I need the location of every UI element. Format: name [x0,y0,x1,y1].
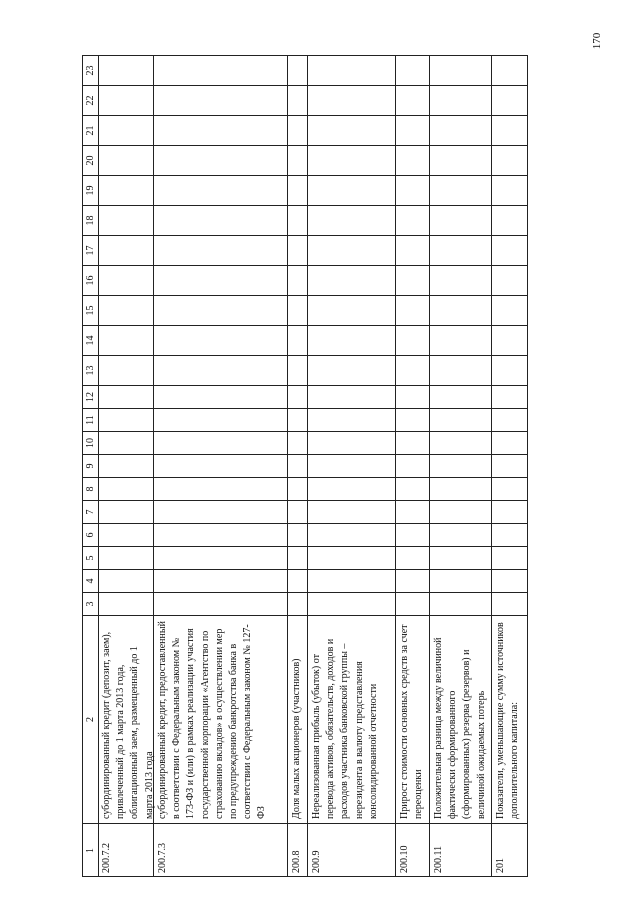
empty-cell [492,385,527,408]
column-header-20: 20 [82,145,98,175]
row-description: Нереализованная прибыль (убыток) от перевода активов, обязательств, доходов и расходов участника банковской группы – нерезидента в валюту представления консолидированной отчетности [308,615,395,823]
empty-cell [288,454,307,477]
column-header-12: 12 [82,385,98,408]
empty-cell [98,454,153,477]
empty-cell [154,477,287,500]
empty-cell [154,145,287,175]
empty-cell [154,546,287,569]
empty-cell [492,523,527,546]
column-header-13: 13 [82,355,98,385]
empty-cell [308,592,395,615]
empty-cell [288,205,307,235]
empty-cell [396,235,429,265]
row-description: Показатели, уменьшающие сумму источников дополнительного капитала: [492,615,527,823]
empty-cell [288,85,307,115]
empty-cell [308,523,395,546]
empty-cell [98,523,153,546]
column-header-1: 1 [82,823,98,877]
empty-cell [430,235,491,265]
empty-cell [98,265,153,295]
table-row [396,55,430,877]
empty-cell [430,115,491,145]
column-header-19: 19 [82,175,98,205]
empty-cell [154,55,287,85]
empty-cell [430,477,491,500]
row-description: Доля малых акционеров (участников) [288,615,307,823]
empty-cell [98,205,153,235]
row-code: 200.8 [288,823,307,877]
empty-cell [154,175,287,205]
empty-cell [154,115,287,145]
empty-cell [308,385,395,408]
empty-cell [308,546,395,569]
empty-cell [396,325,429,355]
empty-cell [308,85,395,115]
empty-cell [396,85,429,115]
column-header-15: 15 [82,295,98,325]
empty-cell [98,355,153,385]
empty-cell [430,85,491,115]
empty-cell [308,408,395,431]
empty-cell [154,500,287,523]
empty-cell [98,175,153,205]
empty-cell [492,85,527,115]
empty-cell [396,454,429,477]
row-code: 200.11 [430,823,491,877]
empty-cell [396,355,429,385]
row-code: 201 [492,823,527,877]
empty-cell [430,385,491,408]
empty-cell [98,569,153,592]
empty-cell [396,265,429,295]
empty-cell [430,145,491,175]
empty-cell [154,325,287,355]
empty-cell [492,569,527,592]
empty-cell [492,145,527,175]
empty-cell [98,115,153,145]
empty-cell [492,325,527,355]
table-row [308,55,396,877]
empty-cell [288,325,307,355]
empty-cell [308,265,395,295]
column-header-7: 7 [82,500,98,523]
empty-cell [288,431,307,454]
empty-cell [396,546,429,569]
empty-cell [308,175,395,205]
empty-cell [308,205,395,235]
empty-cell [492,454,527,477]
empty-cell [98,295,153,325]
column-header-16: 16 [82,265,98,295]
empty-cell [288,235,307,265]
empty-cell [98,55,153,85]
row-code: 200.9 [308,823,395,877]
empty-cell [396,408,429,431]
empty-cell [492,546,527,569]
empty-cell [308,431,395,454]
empty-cell [288,408,307,431]
row-description: Положительная разница между величиной фактически сформированного (сформированных) резерва (резервов) и величиной ожидаемых потерь [430,615,491,823]
empty-cell [430,408,491,431]
page-number: 170 [591,32,603,50]
row-description: субординированный кредит (депозит, заем), привлеченный до 1 марта 2013 года, облигационный заем, размещенный до 1 марта 2013 года [98,615,153,823]
empty-cell [98,408,153,431]
empty-cell [288,569,307,592]
row-description: субординированный кредит, предоставленный в соответствии с Федеральным законом № 173-ФЗ и (или) в рамках реализации участия государственной корпорации «Агентство по страхованию вкладов» в осуществлении мер по предупреждению банкротства банка в соответствии с Федеральным законом № 127-ФЗ [154,615,287,823]
empty-cell [288,115,307,145]
column-header-6: 6 [82,523,98,546]
column-header-2: 2 [82,615,98,823]
empty-cell [492,355,527,385]
empty-cell [154,454,287,477]
column-header-21: 21 [82,115,98,145]
empty-cell [308,325,395,355]
empty-cell [430,546,491,569]
empty-cell [308,235,395,265]
row-description: Прирост стоимости основных средств за счет переоценки [396,615,429,823]
empty-cell [308,569,395,592]
empty-cell [98,592,153,615]
empty-cell [288,523,307,546]
empty-cell [492,592,527,615]
empty-cell [154,205,287,235]
column-header-4: 4 [82,569,98,592]
empty-cell [430,454,491,477]
empty-cell [396,175,429,205]
empty-cell [396,145,429,175]
empty-cell [98,85,153,115]
table-row [154,55,288,877]
table-row [288,55,308,877]
empty-cell [308,355,395,385]
empty-cell [98,145,153,175]
empty-cell [308,145,395,175]
column-header-23: 23 [82,55,98,85]
empty-cell [492,408,527,431]
empty-cell [396,55,429,85]
empty-cell [430,265,491,295]
empty-cell [98,385,153,408]
empty-cell [396,385,429,408]
empty-cell [154,569,287,592]
empty-cell [154,355,287,385]
empty-cell [154,295,287,325]
empty-cell [98,325,153,355]
empty-cell [288,477,307,500]
empty-cell [288,385,307,408]
empty-cell [430,175,491,205]
empty-cell [492,295,527,325]
empty-cell [154,592,287,615]
empty-cell [396,592,429,615]
column-header-10: 10 [82,431,98,454]
empty-cell [492,175,527,205]
empty-cell [492,477,527,500]
row-code: 200.7.3 [154,823,287,877]
empty-cell [98,235,153,265]
table-row [492,55,528,877]
empty-cell [98,500,153,523]
empty-cell [288,175,307,205]
empty-cell [430,431,491,454]
empty-cell [492,115,527,145]
empty-cell [396,477,429,500]
empty-cell [308,500,395,523]
empty-cell [98,477,153,500]
column-header-9: 9 [82,454,98,477]
empty-cell [396,569,429,592]
empty-cell [154,431,287,454]
empty-cell [154,385,287,408]
empty-cell [430,205,491,235]
empty-cell [492,431,527,454]
empty-cell [492,500,527,523]
empty-cell [396,115,429,145]
column-header-18: 18 [82,205,98,235]
column-header-3: 3 [82,592,98,615]
table-row [98,55,154,877]
empty-cell [396,500,429,523]
column-header-22: 22 [82,85,98,115]
empty-cell [308,454,395,477]
empty-cell [492,265,527,295]
column-header-5: 5 [82,546,98,569]
empty-cell [98,431,153,454]
empty-cell [430,355,491,385]
column-header-8: 8 [82,477,98,500]
empty-cell [154,235,287,265]
empty-cell [308,295,395,325]
empty-cell [430,325,491,355]
empty-cell [154,85,287,115]
empty-cell [308,477,395,500]
empty-cell [288,500,307,523]
empty-cell [492,235,527,265]
empty-cell [288,546,307,569]
empty-cell [396,205,429,235]
row-code: 200.7.2 [98,823,153,877]
empty-cell [288,265,307,295]
empty-cell [308,115,395,145]
empty-cell [154,408,287,431]
empty-cell [430,55,491,85]
column-header-17: 17 [82,235,98,265]
empty-cell [430,523,491,546]
empty-cell [430,592,491,615]
empty-cell [288,355,307,385]
empty-cell [154,523,287,546]
empty-cell [288,592,307,615]
column-header-11: 11 [82,408,98,431]
empty-cell [98,546,153,569]
empty-cell [396,431,429,454]
empty-cell [396,523,429,546]
table-row [430,55,492,877]
empty-cell [288,55,307,85]
empty-cell [154,265,287,295]
row-code: 200.10 [396,823,429,877]
empty-cell [430,569,491,592]
empty-cell [288,145,307,175]
empty-cell [430,500,491,523]
empty-cell [430,295,491,325]
empty-cell [396,295,429,325]
empty-cell [492,55,527,85]
empty-cell [492,205,527,235]
empty-cell [288,295,307,325]
column-header-14: 14 [82,325,98,355]
empty-cell [308,55,395,85]
